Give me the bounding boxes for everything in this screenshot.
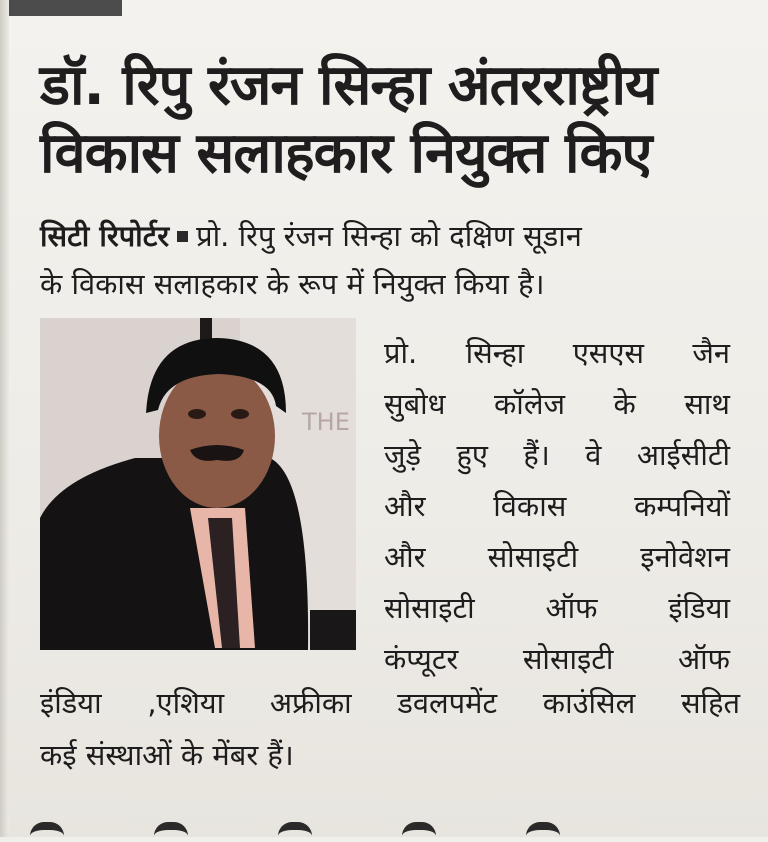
- column-line: कंप्यूटर सोसाइटी ऑफ: [384, 642, 730, 676]
- headline: [40, 52, 740, 188]
- portrait-photo: [40, 318, 356, 650]
- portrait-illustration: [40, 318, 356, 650]
- closing-line-1: इंडिया ,एशिया अफ्रीका डवलपमेंट काउंसिल सहित: [40, 686, 740, 720]
- lead-line-1: [40, 214, 740, 258]
- column-line: और विकास कम्पनियों: [384, 489, 730, 523]
- right-column: [384, 328, 730, 685]
- closing-line-2: कई संस्थाओं के मेंबर हैं।: [40, 738, 294, 772]
- lead-text-1: प्रो. रिपु रंजन सिन्हा को दक्षिण सूडान: [196, 219, 582, 253]
- page-edge: [0, 0, 9, 837]
- byline: सिटी रिपोर्टर: [40, 219, 170, 253]
- top-edge-tab: [0, 0, 122, 16]
- closing-lines: [40, 677, 740, 781]
- bullet-icon: [177, 231, 188, 242]
- column-line: प्रो. सिन्हा एसएस जैन: [384, 336, 730, 370]
- column-line: सुबोध कॉलेज के साथ: [384, 387, 730, 421]
- lead-line-2: के विकास सलाहकार के रूप में नियुक्त किया है।: [40, 267, 545, 301]
- headline-line-2: विकास सलाहकार नियुक्त किए: [40, 121, 652, 186]
- column-line: जुड़े हुए हैं। वे आईसीटी: [384, 438, 730, 472]
- column-line: सोसाइटी ऑफ इंडिया: [384, 591, 730, 625]
- headline-line-1: डॉ. रिपु रंजन सिन्हा अंतरराष्ट्रीय: [40, 53, 657, 118]
- column-line: और सोसाइटी इनोवेशन: [384, 540, 730, 574]
- cut-off-next-headline: [30, 812, 730, 842]
- backdrop-text: THE: [302, 408, 350, 436]
